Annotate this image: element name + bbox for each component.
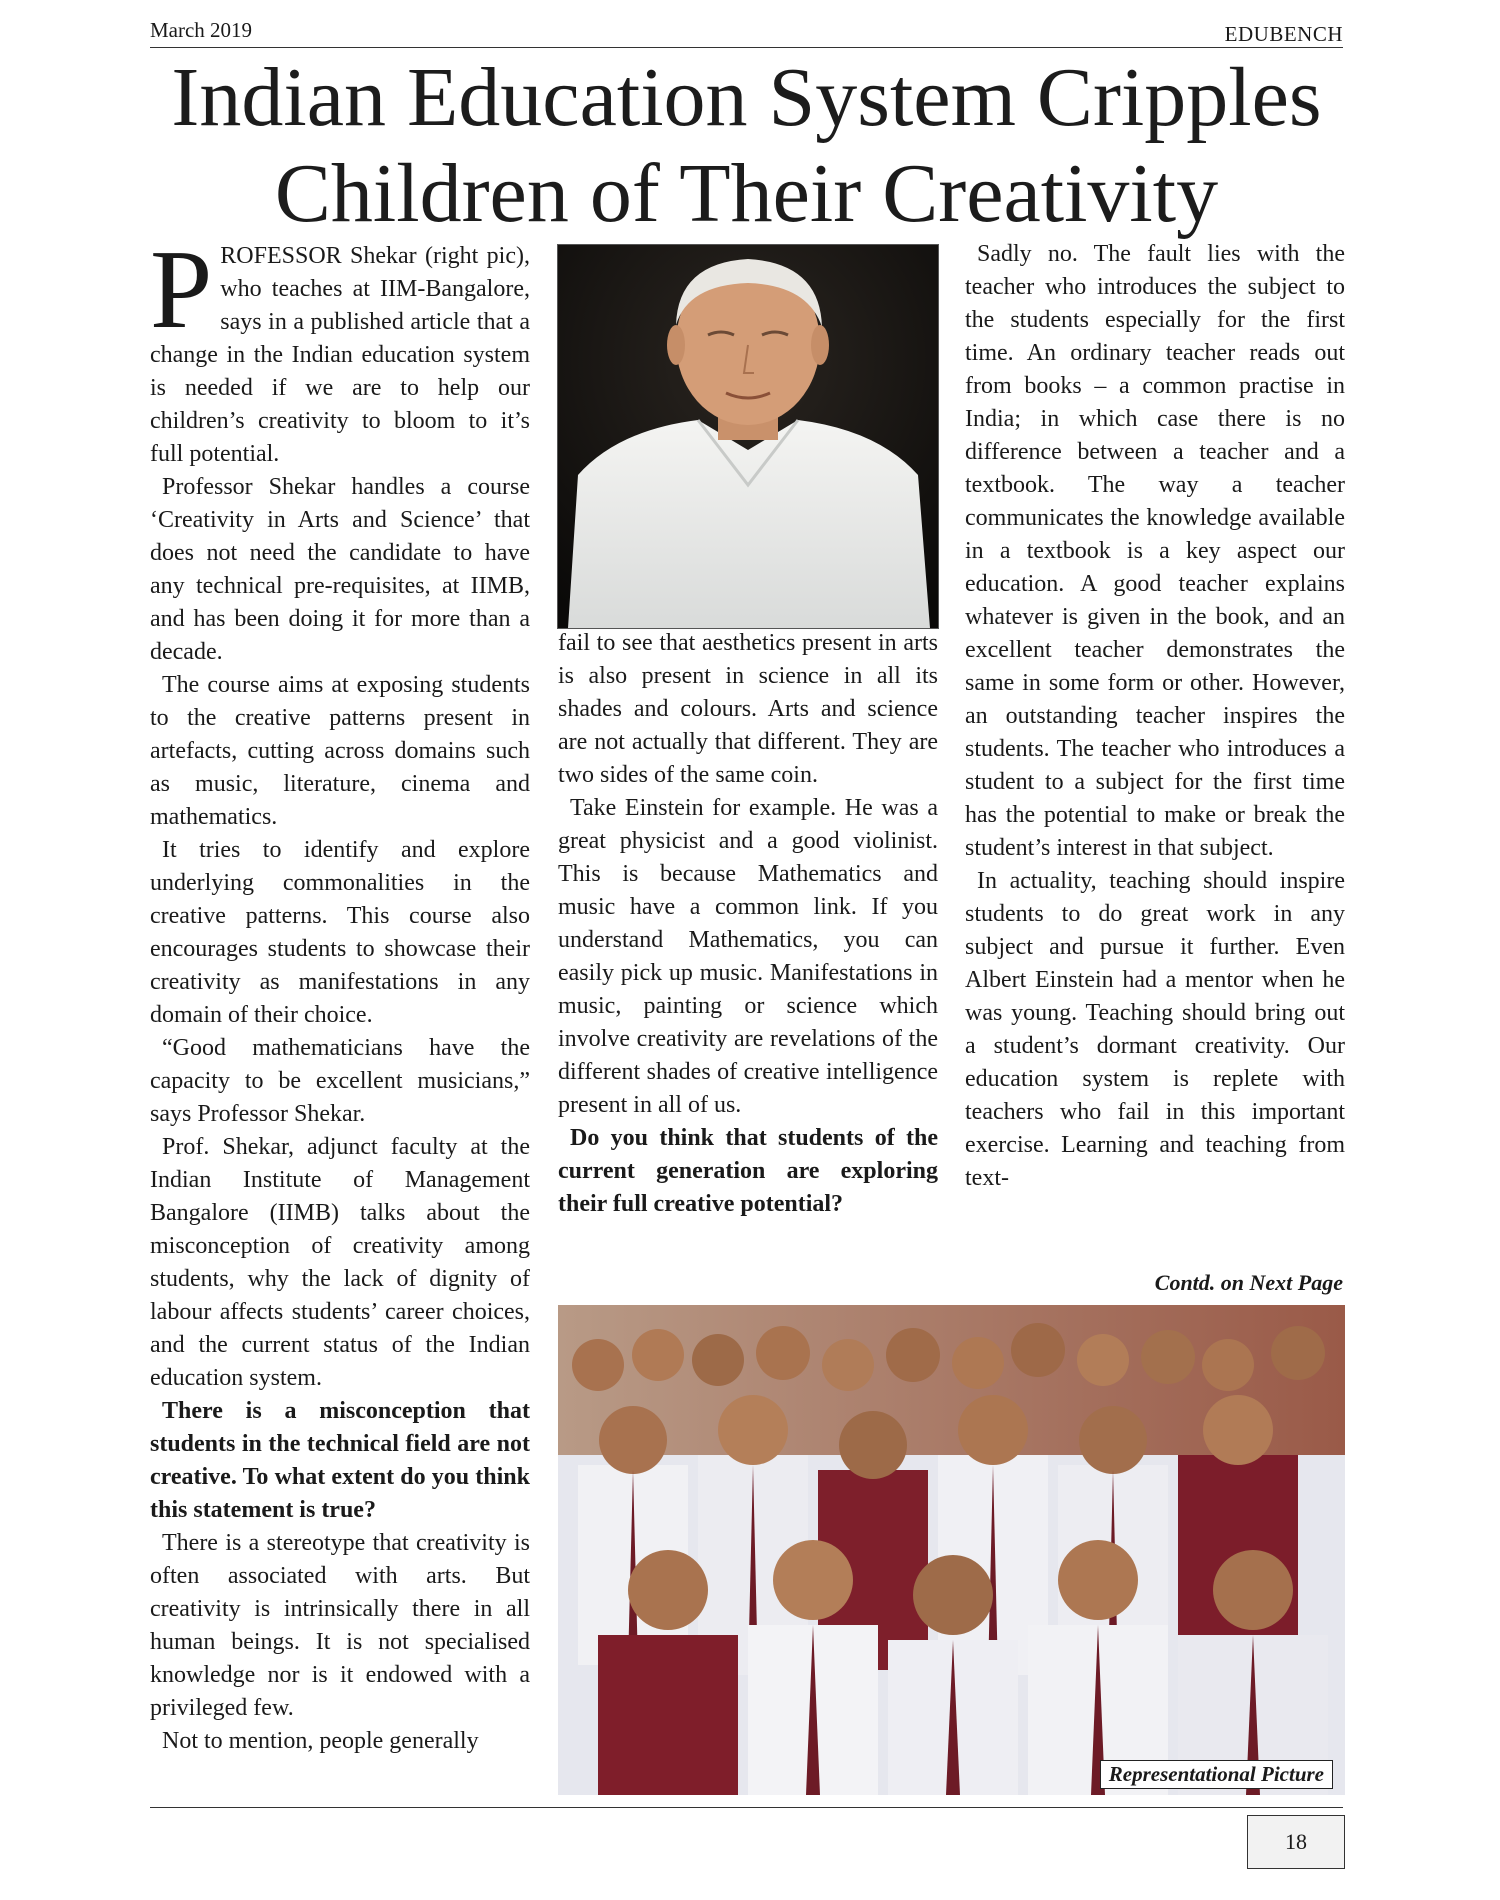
paragraph: Sadly no. The fault lies with the teacher who introduces the subject to the students especially for the first time. An ordinary teacher reads out from books – a common practise in India; in which case there is no difference between a teacher and a textbook. The way a teacher communicates the knowledge available in a textbook is a key aspect our education. A good teacher explains whatever is given in the book, and an excellent teacher demonstrates the same in some form or other. However, an outstanding teacher inspires the students. The teacher who introduces a student to a subject for the first time has the potential to make or break the student’s interest in that subject. [965, 241, 1345, 861]
drop-cap: P [150, 228, 213, 352]
interview-question: There is a misconception that students in the technical field are not creative. To what extent do you think this statement is true? [150, 1398, 530, 1523]
paragraph: Take Einstein for example. He was a great physicist and a good violinist. This is because Mathematics and music have a common link. If you understand Mathematics, you can easily pick up music. Manifestations in music, painting or science which involve creativity are revelations of the different shades of creative intelligence present in all of us. [558, 795, 938, 1118]
article-column-1 [150, 228, 530, 1758]
page-number: 18 [1247, 1815, 1345, 1869]
paragraph: There is a stereotype that creativity is often associated with arts. But creativity is intrinsically there in all human beings. It is not specialised knowledge nor is it endowed with a privileged few. [150, 1530, 530, 1721]
paragraph: In actuality, teaching should inspire students to do great work in any subject and pursue it further. Even Albert Einstein had a mentor when he was young. Teaching should bring out a student’s dormant creativity. Our education system is replete with teachers who fail in this important exercise. Learning and teaching from text- [965, 868, 1345, 1191]
article-column-3 [965, 238, 1345, 1195]
interview-question: Do you think that students of the current generation are exploring their full creative potential? [558, 1125, 938, 1217]
photo-caption: Representational Picture [1100, 1760, 1333, 1789]
headline [150, 50, 1343, 242]
headline-line-2: Children of Their Creativity [274, 147, 1219, 240]
publication-name: EDUBENCH [1224, 22, 1343, 46]
lead-text: ROFESSOR Shekar (right pic), who teaches at IIM-Bangalore, says in a published article that a change in the Indian education system is needed if we are to help our children’s creativity to bloom to it’s full potential. [150, 243, 530, 467]
continued-note: Contd. on Next Page [1154, 1270, 1343, 1295]
paragraph: Professor Shekar handles a course ‘Creativity in Arts and Science’ that does not need the candidate to have any technical pre-requisites, at IIMB, and has been doing it for more than a decade. [150, 474, 530, 665]
footer-rule [150, 1807, 1343, 1808]
students-photo [558, 1305, 1345, 1795]
paragraph: Prof. Shekar, adjunct faculty at the Indian Institute of Management Bangalore (IIMB) talks about the misconception of creativity among students, why the lack of dignity of labour affects students’ career choices, and the current status of the Indian education system. [150, 1134, 530, 1391]
paragraph: The course aims at exposing students to the creative patterns present in artefacts, cutting across domains such as music, literature, cinema and mathematics. [150, 672, 530, 830]
paragraph: Not to mention, people generally [162, 1728, 479, 1754]
quote-paragraph: “Good mathematicians have the capacity to be excellent musicians,” says Professor Shekar. [150, 1035, 530, 1127]
professor-portrait-illustration [558, 245, 938, 628]
paragraph: fail to see that aesthetics present in arts is also present in science in all its shades and colours. Arts and science are not actually that different. They are two sides of the same coin. [558, 630, 938, 788]
professor-photo [557, 244, 939, 629]
headline-line-1: Indian Education System Cripples [171, 51, 1322, 144]
header-rule [150, 47, 1343, 48]
article-column-2 [558, 627, 938, 1221]
paragraph: It tries to identify and explore underlying commonalities in the creative patterns. This course also encourages students to showcase their creativity as manifestations in any domain of their choice. [150, 837, 530, 1028]
lead-paragraph [150, 228, 530, 471]
header-date: March 2019 [150, 18, 253, 42]
students-group-illustration [558, 1305, 1345, 1795]
